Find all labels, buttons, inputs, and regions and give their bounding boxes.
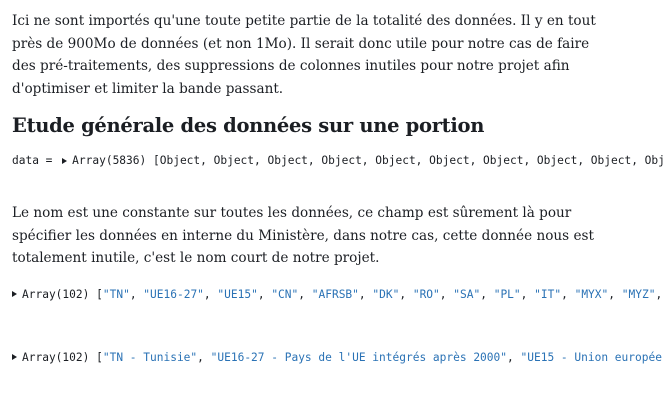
- second-paragraph: [12, 202, 594, 270]
- intro-paragraph: [12, 10, 596, 100]
- notebook-page: [12, 10, 665, 364]
- array-string-item: "RO": [412, 287, 440, 301]
- second-line: totalement inutile, c'est le nom court de notre projet.: [12, 250, 380, 266]
- section-heading: Etude générale des données sur une portion: [12, 114, 485, 137]
- second-line: Le nom est une constante sur toutes les données, ce champ est sûrement là pour: [12, 205, 572, 221]
- array-string-item: "UE15 - Union europée: [520, 350, 662, 364]
- intro-line: des pré-traitements, des suppressions de colonnes inutiles pour notre projet afin: [12, 58, 570, 74]
- array-string-item: "CN": [271, 287, 299, 301]
- labels-array-output: [12, 350, 662, 364]
- array-string-item: "UE16-27": [143, 287, 204, 301]
- expand-triangle-icon[interactable]: [12, 354, 17, 360]
- array-string-item: "UE15": [217, 287, 258, 301]
- array-string-item: "UE16-27 - Pays de l'UE intégrés après 2000": [210, 350, 508, 364]
- array-string-item: "MYX": [574, 287, 609, 301]
- array-string-item: "AFRSB": [311, 287, 359, 301]
- data-array-summary[interactable]: Array(5836): [72, 154, 147, 167]
- intro-line: d'optimiser et limiter la bande passant.: [12, 80, 284, 97]
- expand-triangle-icon[interactable]: [62, 158, 67, 164]
- labels-array-items: ["TN - Tunisie", "UE16-27 - Pays de l'UE intégrés après 2000", "UE15 - Union europée: [96, 350, 662, 364]
- array-string-item: "PL": [493, 287, 521, 301]
- codes-array-summary[interactable]: Array(102): [22, 287, 90, 301]
- array-string-item: "MYZ": [621, 287, 656, 301]
- data-variable-prefix: data =: [12, 154, 60, 167]
- intro-line: près de 900Mo de données (et non 1Mo). Il serait donc utile pour notre cas de faire: [12, 35, 590, 52]
- labels-array-summary[interactable]: Array(102): [22, 350, 90, 364]
- intro-line: Ici ne sont importés qu'une toute petite partie de la totalité des données. Il y en tout: [12, 13, 596, 29]
- expand-triangle-icon[interactable]: [12, 291, 17, 297]
- array-string-item: "IT": [534, 287, 562, 301]
- array-string-item: "TN": [102, 287, 130, 301]
- data-cell-output: [12, 154, 665, 167]
- array-string-item: "DK": [372, 287, 400, 301]
- codes-array-items: ["TN", "UE16-27", "UE15", "CN", "AFRSB", "DK", "RO", "SA", "PL", "IT", "MYX", "MYZ",: [96, 287, 663, 301]
- array-string-item: "TN - Tunisie": [102, 350, 198, 364]
- second-line: spécifier les données en interne du Ministère, dans notre cas, cette donnée nous est: [12, 227, 594, 244]
- data-array-preview: [Object, Object, Object, Object, Object, Object, Object, Object, Object, Obj: [153, 154, 665, 167]
- array-string-item: "SA": [453, 287, 481, 301]
- codes-array-output: [12, 287, 663, 301]
